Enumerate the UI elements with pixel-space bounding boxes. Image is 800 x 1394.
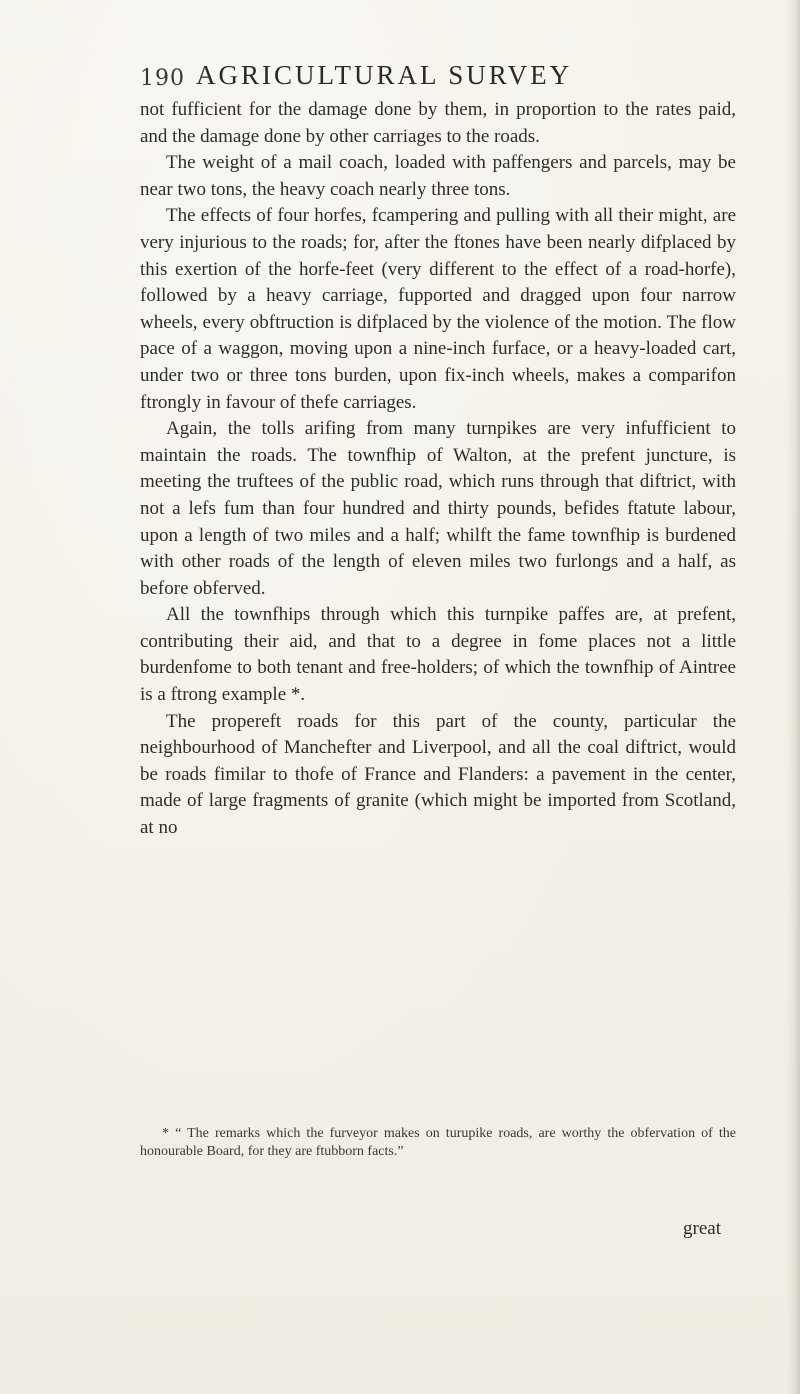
paragraph-4: Again, the tolls arifing from many turnpikes are very infufficient to maintain the roads. The townfhip of Walton, at the prefent juncture, is meeting the truftees of the public road, which runs through that diftrict, with not a lefs fum than four hundred and thirty pounds, befides ftatute labour, upon a length of two miles and a half; whilft the fame townfhip is burdened with other roads of the length of eleven miles two furlongs and a half, as before obferved. bbox=[140, 418, 736, 599]
paragraph-6: The propereft roads for this part of the county, particular the neighbourhood of Manchefter and Liverpool, and all the coal diftrict, would be roads fimilar to thofe of France and Flanders: a pavement in the center, made of large fragments of granite (which might be imported from Scotland, at no bbox=[140, 710, 736, 839]
paragraph-3: The effects of four horfes, fcampering and pulling with all their might, are very injurious to the roads; for, after the ftones have been nearly difplaced by this exertion of the horfe-feet (very different to the effect of a road-horfe), followed by a heavy carriage, fupported and dragged upon four narrow wheels, every obftruction is difplaced by the violence of the motion. The flow pace of a waggon, moving upon a nine-inch furface, or a heavy-loaded cart, under two or three tons burden, upon fix-inch wheels, makes a comparifon ftrongly in favour of thefe carriages. bbox=[140, 205, 736, 413]
page-number: 190 bbox=[140, 66, 185, 91]
page-header bbox=[140, 60, 740, 100]
body-text bbox=[140, 97, 736, 842]
paragraph-1: not fufficient for the damage done by them, in proportion to the rates paid, and the damage done by other carriages to the roads. bbox=[140, 99, 736, 147]
catchword: great bbox=[683, 1218, 721, 1239]
paragraph-2: The weight of a mail coach, loaded with paffengers and parcels, may be near two tons, the heavy coach nearly three tons. bbox=[140, 152, 736, 200]
running-head: AGRICULTURAL SURVEY bbox=[196, 60, 573, 90]
page-edge-shadow bbox=[786, 0, 800, 1394]
paragraph-5: All the townfhips through which this turnpike paffes are, at prefent, contributing their aid, and that to a degree in fome places not a little burdenfome to both tenant and free-holders; of which the townfhip of Aintree is a ftrong example *. bbox=[140, 604, 736, 706]
footnote: * “ The remarks which the furveyor makes on turupike roads, are worthy the obfervation of the honourable Board, for they are ftubborn facts.” bbox=[140, 1126, 736, 1159]
